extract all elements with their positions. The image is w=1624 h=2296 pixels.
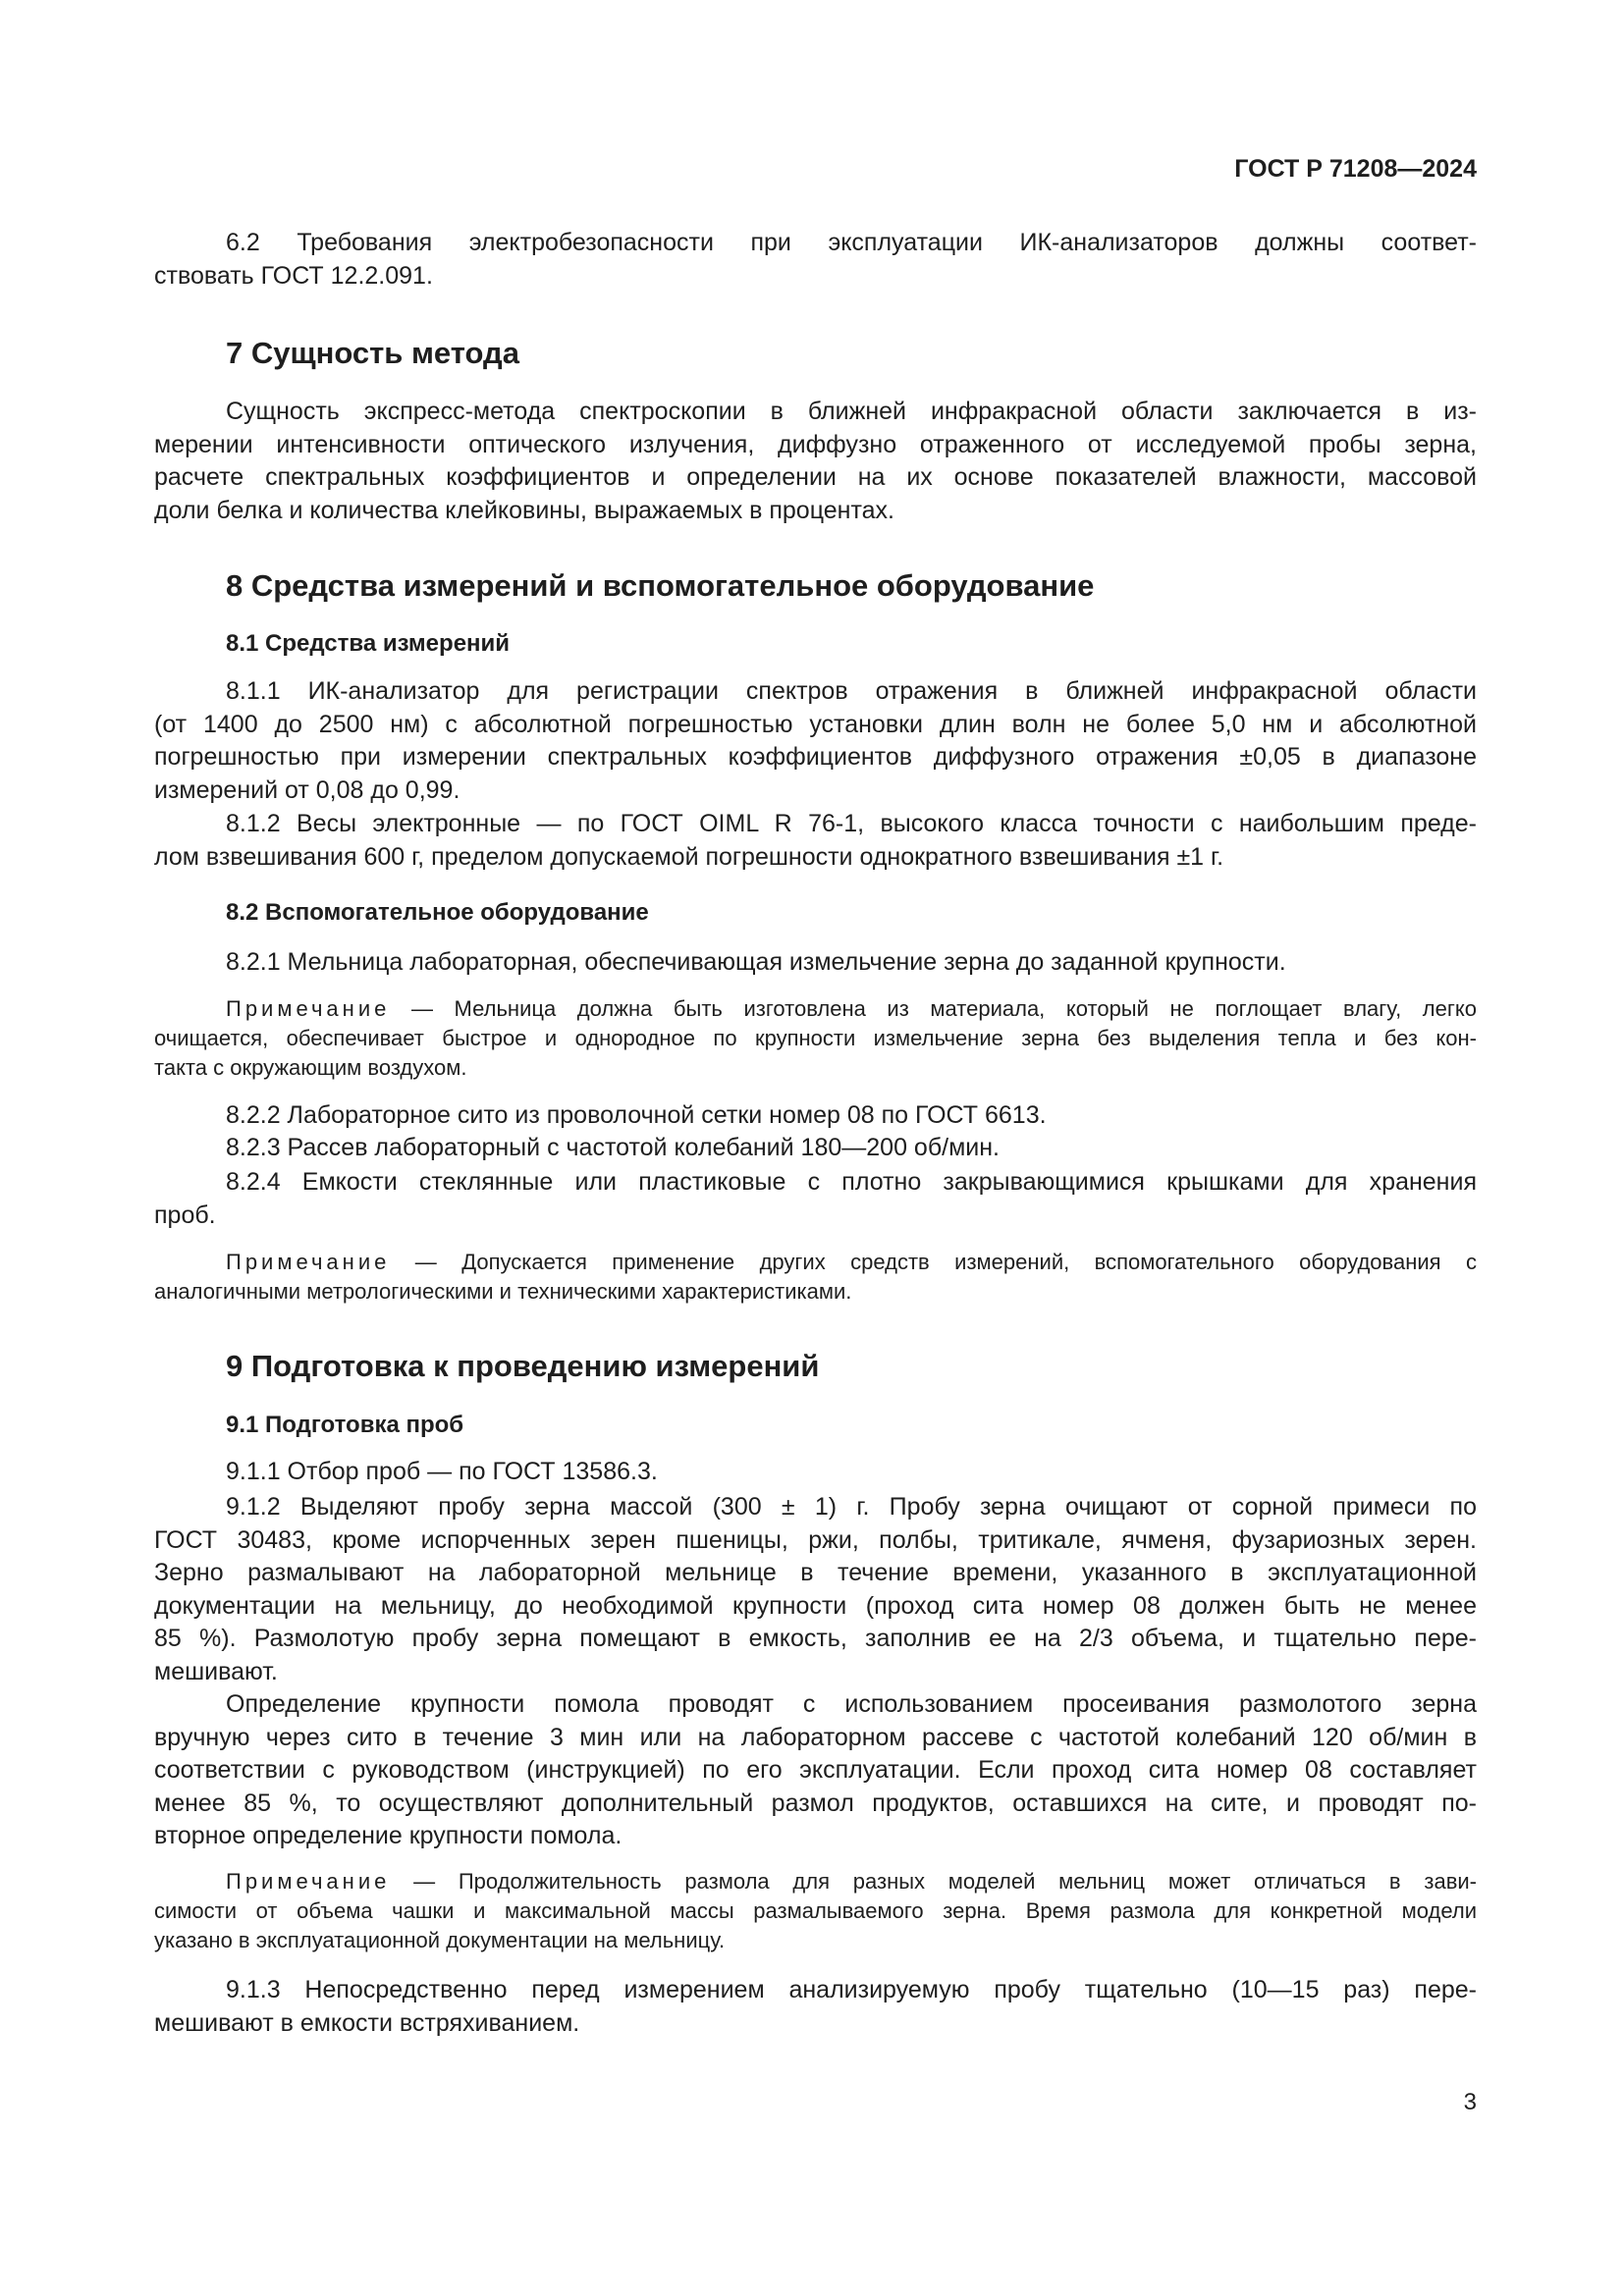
- paragraph-8-2-2: [154, 1099, 1477, 1133]
- text-line: Определение крупности помола проводят с использованием просеивания размолотого зерна: [226, 1690, 1477, 1718]
- note-text: — Продолжительность размола для разных моделей мельниц может отличаться в зави-: [413, 1869, 1477, 1894]
- text-line: 6.2 Требования электробезопасности при эксплуатации ИК-анализаторов должны соответ-: [226, 229, 1477, 256]
- text-line: 8.2.1 Мельница лабораторная, обеспечивающая измельчение зерна до заданной крупности.: [226, 948, 1286, 976]
- text-line: [154, 1248, 1477, 1277]
- text-line: измерений от 0,08 до 0,99.: [154, 775, 460, 804]
- note-2: [154, 1248, 1477, 1307]
- text-line: мерении интенсивности оптического излучения, диффузно отраженного от исследуемой пробы зерна,: [154, 430, 1477, 458]
- text-line: документации на мельницу, до необходимой крупности (проход сита номер 08 должен быть не менее: [154, 1591, 1477, 1620]
- text-line: ствовать ГОСТ 12.2.091.: [154, 261, 433, 290]
- document-header: ГОСТ Р 71208—2024: [1234, 155, 1477, 183]
- text-line: 9.1.3 Непосредственно перед измерением анализируемую пробу тщательно (10—15 раз) пере-: [226, 1976, 1477, 2003]
- note-label: Примечание: [226, 1250, 391, 1274]
- text-line: очищается, обеспечивает быстрое и однородное по крупности измельчение зерна без выделения тепла и без кон-: [154, 1026, 1477, 1050]
- text-line: 8.2.2 Лабораторное сито из проволочной сетки номер 08 по ГОСТ 6613.: [226, 1101, 1047, 1129]
- paragraph-8-1-1: [154, 675, 1477, 807]
- note-label: Примечание: [226, 1869, 391, 1894]
- subsection-heading-8-2: 8.2 Вспомогательное оборудование: [226, 899, 649, 926]
- text-line: симости от объема чашки и максимальной массы размалываемого зерна. Время размола для конкретной модели: [154, 1898, 1477, 1923]
- note-text: — Допускается применение других средств измерений, вспомогательного оборудования с: [414, 1250, 1477, 1274]
- text-line: вручную через сито в течение 3 мин или на лабораторном рассеве с частотой колебаний 120 об/мин в: [154, 1723, 1477, 1751]
- paragraph-8-2-4: [154, 1166, 1477, 1232]
- note-1: [154, 994, 1477, 1083]
- subsection-heading-9-1: 9.1 Подготовка проб: [226, 1412, 464, 1438]
- paragraph-6-2: [154, 227, 1477, 293]
- text-line: [154, 994, 1477, 1024]
- note-3: [154, 1867, 1477, 1955]
- section-heading-8: 8 Средства измерений и вспомогательное оборудование: [226, 568, 1095, 603]
- text-line: (от 1400 до 2500 нм) с абсолютной погрешностью установки длин волн не более 5,0 нм и абсолютной: [154, 710, 1477, 738]
- paragraph-grind-size: [154, 1688, 1477, 1853]
- text-line: Сущность экспресс-метода спектроскопии в ближней инфракрасной области заключается в из-: [226, 398, 1477, 425]
- paragraph-8-2-1: [154, 946, 1477, 980]
- text-line: такта с окружающим воздухом.: [154, 1055, 467, 1080]
- paragraph-8-1-2: [154, 808, 1477, 874]
- text-line: доли белка и количества клейковины, выражаемых в процентах.: [154, 496, 894, 524]
- text-line: погрешностью при измерении спектральных коэффициентов диффузного отражения ±0,05 в диапазоне: [154, 743, 1477, 771]
- text-line: 9.1.2 Выделяют пробу зерна массой (300 ± 1) г. Пробу зерна очищают от сорной примеси по: [226, 1493, 1477, 1521]
- text-line: [154, 1867, 1477, 1896]
- text-line: мешивают.: [154, 1657, 278, 1685]
- note-text: — Мельница должна быть изготовлена из материала, который не поглощает влагу, легко: [410, 996, 1477, 1021]
- paragraph-9-1-3: [154, 1974, 1477, 2040]
- text-line: 9.1.1 Отбор проб — по ГОСТ 13586.3.: [226, 1458, 658, 1485]
- paragraph-9-1-2: [154, 1491, 1477, 1688]
- text-line: 8.2.4 Емкости стеклянные или пластиковые с плотно закрывающимися крышками для хранения: [226, 1168, 1477, 1196]
- text-line: ГОСТ 30483, кроме испорченных зерен пшеницы, ржи, полбы, тритикале, ячменя, фузариозных зерен.: [154, 1525, 1477, 1554]
- text-line: указано в эксплуатационной документации на мельницу.: [154, 1928, 726, 1952]
- section-heading-9: 9 Подготовка к проведению измерений: [226, 1349, 820, 1383]
- text-line: 8.1.1 ИК-анализатор для регистрации спектров отражения в ближней инфракрасной области: [226, 677, 1477, 705]
- paragraph-8-2-3: [154, 1132, 1477, 1165]
- page-number: 3: [1463, 2089, 1477, 2115]
- text-line: мешивают в емкости встряхиванием.: [154, 2008, 580, 2037]
- text-line: лом взвешивания 600 г, пределом допускаемой погрешности однократного взвешивания ±1 г.: [154, 842, 1224, 871]
- paragraph-7: [154, 396, 1477, 527]
- text-line: вторное определение крупности помола.: [154, 1822, 623, 1849]
- text-line: 8.2.3 Рассев лабораторный с частотой колебаний 180—200 об/мин.: [226, 1134, 1001, 1161]
- text-line: расчете спектральных коэффициентов и определении на их основе показателей влажности, массовой: [154, 463, 1477, 491]
- note-label: Примечание: [226, 996, 391, 1021]
- subsection-heading-8-1: 8.1 Средства измерений: [226, 630, 511, 657]
- text-line: соответствии с руководством (инструкцией) по его эксплуатации. Если проход сита номер 08 составляет: [154, 1756, 1477, 1784]
- paragraph-9-1-1: [154, 1456, 1477, 1489]
- text-line: аналогичными метрологическими и техническими характеристиками.: [154, 1279, 852, 1304]
- section-heading-7: 7 Сущность метода: [226, 336, 519, 370]
- text-line: проб.: [154, 1201, 216, 1229]
- text-line: Зерно размалывают на лабораторной мельнице в течение времени, указанного в эксплуатационной: [154, 1559, 1477, 1586]
- text-line: 85 %). Размолотую пробу зерна помещают в емкость, заполнив ее на 2/3 объема, и тщательно пере-: [154, 1625, 1477, 1652]
- text-line: менее 85 %, то осуществляют дополнительный размол продуктов, оставшихся на сите, и проводят по-: [154, 1789, 1477, 1817]
- text-line: 8.1.2 Весы электронные — по ГОСТ OIML R 76-1, высокого класса точности с наибольшим преде-: [226, 810, 1477, 837]
